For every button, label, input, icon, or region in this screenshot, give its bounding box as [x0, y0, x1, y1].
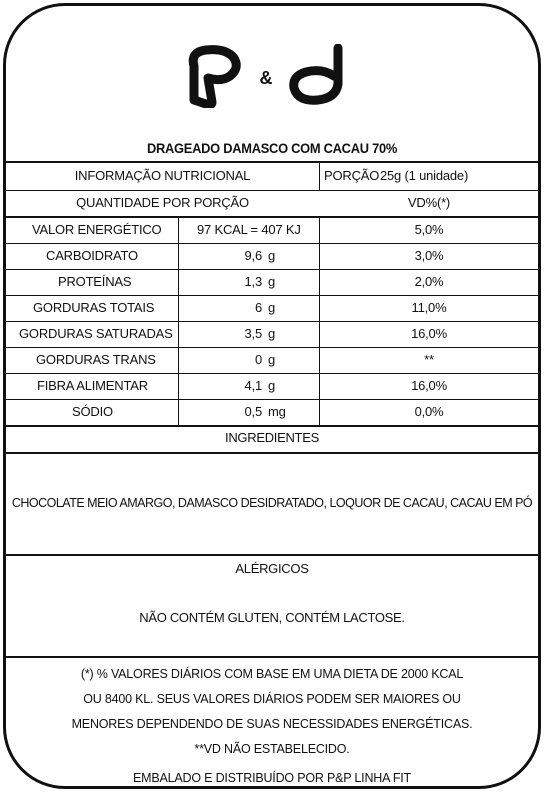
- nutrient-amount: 97 KCAL = 407 KJ: [197, 222, 301, 237]
- nutrient-amount: 1,3: [244, 274, 262, 289]
- ingredients-title: INGREDIENTES: [225, 430, 319, 445]
- portion-label: PORÇÃO: [324, 168, 380, 183]
- nutrient-amount: 0,5: [244, 404, 262, 419]
- footnote-line: **VD NÃO ESTABELECIDO.: [194, 742, 350, 756]
- nutrient-vd: **: [424, 352, 434, 367]
- portion-value: 25g (1 unidade): [380, 168, 469, 183]
- nutrient-name: GORDURAS TRANS: [36, 352, 156, 367]
- nutrient-name: VALOR ENERGÉTICO: [32, 222, 162, 237]
- distributor: EMBALADO E DISTRIBUÍDO POR P&P LINHA FIT: [133, 771, 411, 785]
- row-divider: [6, 243, 538, 244]
- nutrient-unit: g: [268, 248, 276, 263]
- svg-text:&: &: [259, 68, 273, 88]
- nutrient-amount: 0: [254, 352, 262, 367]
- nutrient-amount: 6: [254, 300, 262, 315]
- nutrient-name: CARBOIDRATO: [46, 248, 138, 263]
- table-bottom-border: [6, 425, 538, 427]
- product-name: DRAGEADO DAMASCO COM CACAU 70%: [146, 140, 398, 156]
- footnote-line: OU 8400 KL. SEUS VALORES DIÁRIOS PODEM SER MAIORES OU: [83, 692, 461, 706]
- quantity-label: QUANTIDADE POR PORÇÃO: [76, 195, 249, 210]
- nutrient-name: GORDURAS SATURADAS: [19, 326, 173, 341]
- footnote-line: (*) % VALORES DIÁRIOS COM BASE EM UMA DIETA DE 2000 KCAL: [80, 667, 464, 681]
- nutrient-name: GORDURAS TOTAIS: [33, 300, 155, 315]
- nutrient-vd: 0,0%: [414, 404, 444, 419]
- nutrient-amount: 4,1: [244, 378, 262, 393]
- nutrient-name: SÓDIO: [72, 404, 113, 419]
- allergens-text: NÃO CONTÉM GLUTEN, CONTÉM LACTOSE.: [139, 610, 405, 625]
- footnote-line: MENORES DEPENDENDO DE SUAS NECESSIDADES ENERGÉTICAS.: [71, 717, 473, 731]
- row-divider: [6, 373, 538, 374]
- nutrient-name: FIBRA ALIMENTAR: [37, 378, 148, 393]
- row-divider: [6, 321, 538, 322]
- nutrient-unit: g: [268, 326, 276, 341]
- row-divider: [6, 269, 538, 270]
- nutrient-vd: 16,0%: [411, 378, 447, 393]
- divider: [6, 554, 538, 556]
- nutrient-vd: 3,0%: [414, 248, 444, 263]
- divider: [6, 216, 538, 218]
- divider: [6, 656, 538, 658]
- nutrient-unit: mg: [268, 404, 286, 419]
- nutrient-unit: g: [268, 274, 276, 289]
- info-label: INFORMAÇÃO NUTRICIONAL: [74, 168, 251, 183]
- table-top-border: [6, 161, 538, 163]
- ingredients-text: CHOCOLATE MEIO AMARGO, DAMASCO DESIDRATADO, LOQUOR DE CACAU, CACAU EM PÓ: [11, 496, 533, 510]
- nutrient-name: PROTEÍNAS: [58, 274, 132, 289]
- nutrient-amount: 9,6: [244, 248, 262, 263]
- nutrient-unit: g: [268, 352, 276, 367]
- nutrient-vd: 11,0%: [411, 300, 447, 315]
- vd-label: VD%(*): [407, 195, 451, 210]
- divider: [6, 452, 538, 454]
- nutrient-vd: 5,0%: [414, 222, 444, 237]
- nutrient-unit: g: [268, 378, 276, 393]
- row-divider: [6, 295, 538, 296]
- nutrient-vd: 2,0%: [414, 274, 444, 289]
- row-divider: [6, 347, 538, 348]
- nutrient-unit: g: [268, 300, 276, 315]
- nutrient-amount: 3,5: [244, 326, 262, 341]
- divider: [319, 163, 320, 190]
- row-divider: [6, 399, 538, 400]
- nutrition-label: [3, 3, 541, 789]
- allergens-title: ALÉRGICOS: [235, 561, 309, 576]
- brand-logo: [186, 44, 346, 108]
- divider: [6, 190, 538, 191]
- nutrient-vd: 16,0%: [411, 326, 447, 341]
